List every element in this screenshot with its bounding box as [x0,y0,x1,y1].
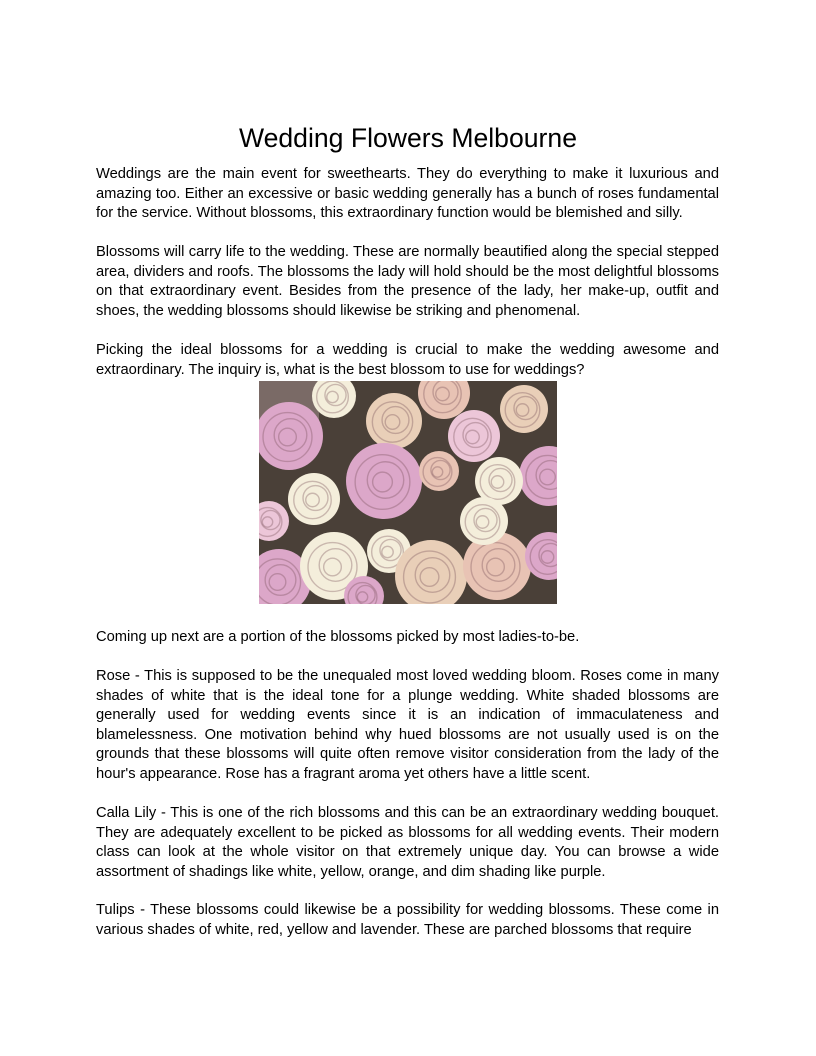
paragraph-calla-lily: Calla Lily - This is one of the rich blossoms and this can be an extraordinary wedding bouquet. They are adequately excellent to be picked as blossoms for all wedding events. Their modern class can look at the whole visitor on that extremely unique day. You can browse a wide assortment of shadings like white, yellow, orange, and dim shading like purple. [96,805,719,880]
paragraph-decoration: Blossoms will carry life to the wedding. These are normally beautified along the special stepped area, dividers and roofs. The blossoms the lady will hold should be the most delightful blossoms on that extraordinary event. Besides from the presence of the lady, her make-up, outfit and shoes, the wedding blossoms should likewise be striking and phenomenal. [96,244,719,319]
paragraph-intro: Weddings are the main event for sweethearts. They do everything to make it luxurious and amazing too. Either an excessive or basic wedding generally has a bunch of roses fundamental for the service. Without blossoms, this extraordinary function would be blemished and silly. [96,166,719,222]
rose-cluster [259,381,557,604]
paragraph-tulips: Tulips - These blossoms could likewise be a possibility for wedding blossoms. These come in various shades of white, red, yellow and lavender. These are parched blossoms that require [96,902,719,938]
roses-illustration [259,381,557,604]
roses-photo [259,381,557,604]
page-title: Wedding Flowers Melbourne [238,123,577,153]
paragraph-rose: Rose - This is supposed to be the unequaled most loved wedding bloom. Roses come in many shades of white that is the ideal tone for a plunge wedding. White shaded blossoms are generally used for wedding events since it is an indication of immaculateness and blamelessness. One motivation behind why hued blossoms are not usually used is on the grounds that these blossoms will quite often remove visitor consideration from the lady of the hour's appearance. Rose has a fragrant aroma yet others have a little scent. [96,668,719,782]
paragraph-question: Picking the ideal blossoms for a wedding is crucial to make the wedding awesome and extraordinary. The inquiry is, what is the best blossom to use for weddings? [96,342,719,378]
paragraph-lead-in: Coming up next are a portion of the blossoms picked by most ladies-to-be. [96,629,580,645]
